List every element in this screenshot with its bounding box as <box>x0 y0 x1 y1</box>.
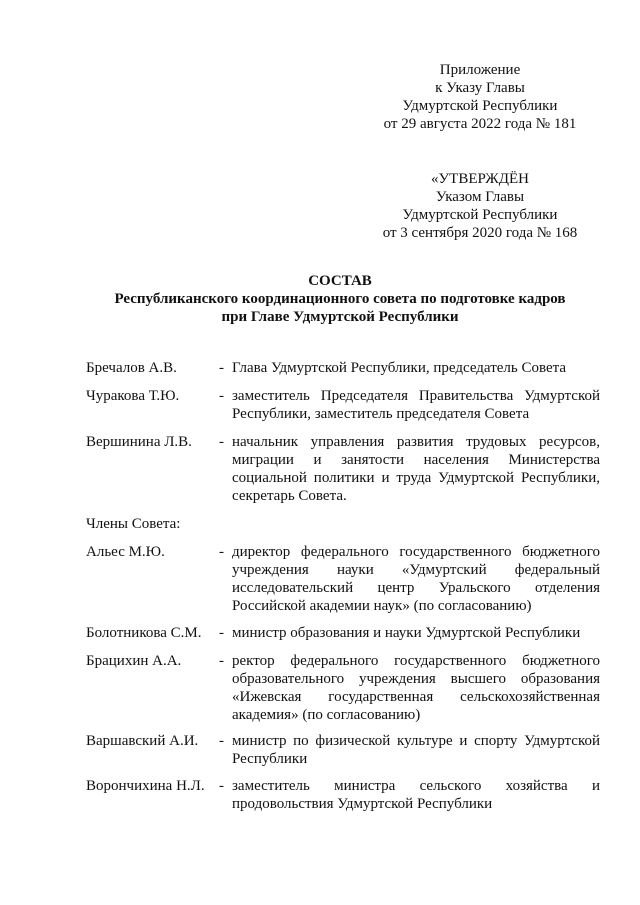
member-name: Болотникова С.М. <box>86 625 202 641</box>
member-name: Вершинина Л.В. <box>86 434 192 450</box>
approval-line: Удмуртской Республики <box>402 207 558 223</box>
member-role: заместитель Председателя Правительства Удмуртской Республики, заместитель председателя Совета <box>232 388 600 422</box>
member-name: Ворончихина Н.Л. <box>86 778 205 794</box>
approval-stamp <box>365 170 595 242</box>
entry-dash: - <box>219 388 224 404</box>
entry-dash: - <box>219 434 224 450</box>
member-name: Альес М.Ю. <box>86 544 165 560</box>
appendix-header <box>365 61 595 133</box>
member-name: Чуракова Т.Ю. <box>86 388 180 404</box>
members-label: Члены Совета: <box>86 516 181 532</box>
member-role: министр по физической культуре и спорту Удмуртской Республики <box>232 733 600 767</box>
member-role: заместитель министра сельского хозяйства и продовольствия Удмуртской Республики <box>232 778 600 812</box>
document-title <box>60 272 620 326</box>
title-line: Республиканского координационного совета по подготовке кадров <box>114 291 566 307</box>
member-role: министр образования и науки Удмуртской Республики <box>232 625 581 641</box>
member-name: Брацихин А.А. <box>86 653 182 669</box>
member-role: директор федерального государственного бюджетного учреждения науки «Удмуртский федеральный исследовательский центр Уральского отделения Российской академии наук» (по согласованию) <box>232 544 600 614</box>
title-heading: СОСТАВ <box>308 273 372 289</box>
approval-line: от 3 сентября 2020 года № 168 <box>382 225 578 241</box>
entry-dash: - <box>219 778 224 794</box>
entry-dash: - <box>219 733 224 749</box>
member-role: ректор федерального государственного бюджетного образовательного учреждения высшего образования «Ижевская государственная сельскохозяйственная академия» (по согласованию) <box>232 653 600 723</box>
member-name: Бречалов А.В. <box>86 360 177 376</box>
appendix-line: к Указу Главы <box>435 80 525 96</box>
member-name: Варшавский А.И. <box>86 733 199 749</box>
entry-dash: - <box>219 653 224 669</box>
member-role: Глава Удмуртской Республики, председатель Совета <box>232 360 567 376</box>
entry-dash: - <box>219 360 224 376</box>
entry-dash: - <box>219 544 224 560</box>
title-line: при Главе Удмуртской Республики <box>221 309 459 325</box>
approval-line: Указом Главы <box>435 189 525 205</box>
entry-dash: - <box>219 625 224 641</box>
member-role: начальник управления развития трудовых ресурсов, миграции и занятости населения Министерства социальной политики и труда Удмуртской Республики, секретарь Совета. <box>232 434 600 504</box>
appendix-line: от 29 августа 2022 года № 181 <box>383 116 577 132</box>
appendix-line: Удмуртской Республики <box>402 98 558 114</box>
approval-line: «УТВЕРЖДЁН <box>431 171 529 187</box>
appendix-line: Приложение <box>439 62 521 78</box>
